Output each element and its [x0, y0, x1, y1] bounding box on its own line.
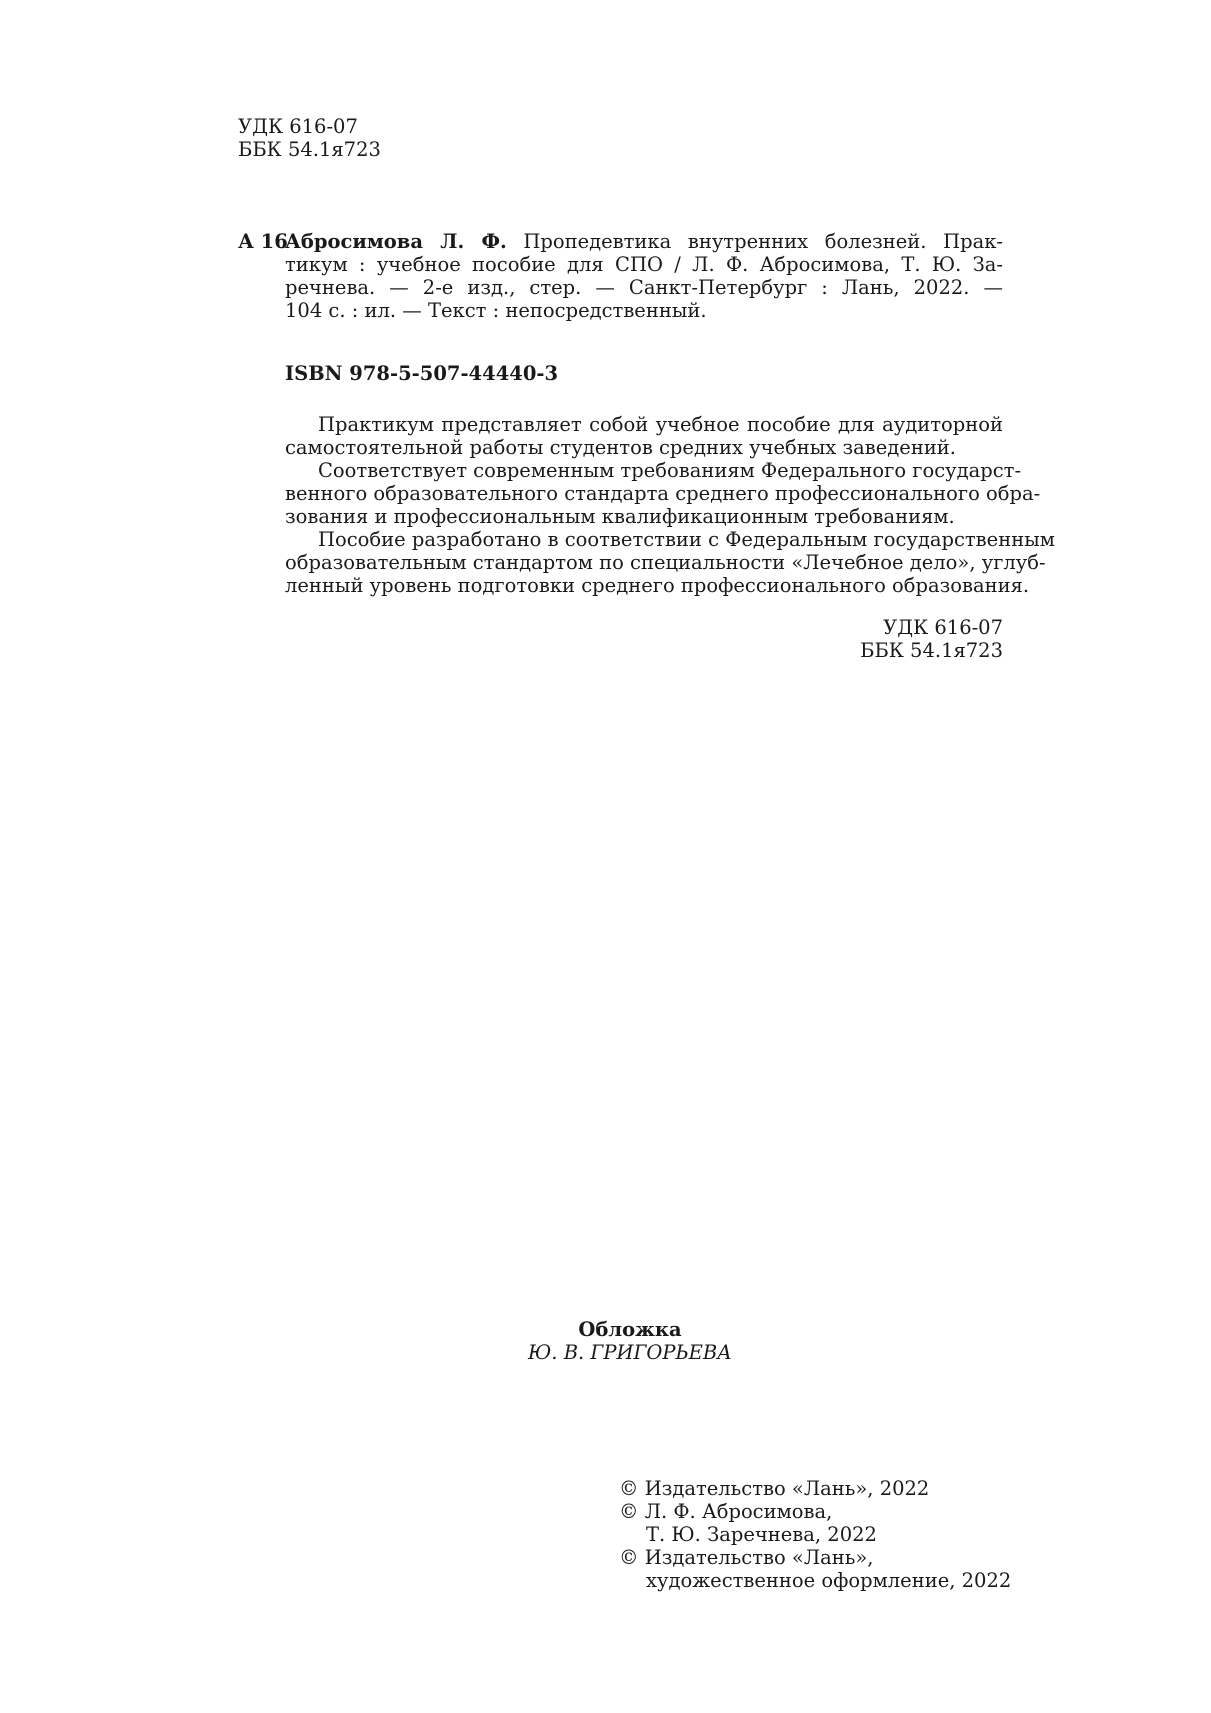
title-start: Пропедевтика внутренних болезней. Прак- [506, 230, 1003, 253]
cover-credit [470, 1318, 790, 1364]
isbn: ISBN 978-5-507-44440-3 [285, 362, 559, 385]
udk-code: УДК 616-07 [238, 115, 358, 138]
copyright-block [619, 1477, 1019, 1592]
biblio-line-1 [285, 230, 1003, 253]
udk-code: УДК 616-07 [883, 616, 1003, 639]
cover-designer: Ю. В. ГРИГОРЬЕВА [528, 1341, 732, 1364]
biblio-line-2: тикум : учебное пособие для СПО / Л. Ф. Абросимова, Т. Ю. За- [285, 253, 1003, 276]
biblio-line-4: 104 с. : ил. — Текст : непосредственный. [285, 299, 707, 322]
annotation-line: Пособие разработано в соответствии с Федеральным государственным [318, 528, 1055, 551]
bbk-code: ББК 54.1я723 [238, 138, 381, 161]
author-name: Абросимова Л. Ф. [285, 230, 507, 253]
cover-label: Обложка [578, 1318, 682, 1341]
bottom-classification-codes [745, 616, 1003, 662]
copyright-line: © Издательство «Лань», 2022 [619, 1477, 930, 1500]
annotation-line: зования и профессиональным квалификационным требованиям. [285, 505, 955, 528]
top-classification-codes [238, 115, 538, 161]
author-mark: А 16 [238, 230, 288, 253]
bibliographic-record [285, 230, 1003, 322]
annotation-line: Соответствует современным требованиям Федерального государст- [318, 459, 1022, 482]
copyright-line: художественное оформление, 2022 [646, 1569, 1012, 1592]
annotation-line: ленный уровень подготовки среднего профессионального образования. [285, 574, 1030, 597]
copyright-line: © Издательство «Лань», [619, 1546, 874, 1569]
bbk-code: ББК 54.1я723 [860, 639, 1003, 662]
annotation-line: самостоятельной работы студентов средних учебных заведений. [285, 436, 957, 459]
annotation-line: Практикум представляет собой учебное пособие для аудиторной [318, 413, 1003, 436]
copyright-line: © Л. Ф. Абросимова, [619, 1500, 833, 1523]
biblio-line-3: речнева. — 2-е изд., стер. — Санкт-Петербург : Лань, 2022. — [285, 276, 1003, 299]
annotation [285, 413, 1055, 597]
annotation-line: венного образовательного стандарта среднего профессионального обра- [285, 482, 1041, 505]
annotation-line: образовательным стандартом по специальности «Лечебное дело», углуб- [285, 551, 1046, 574]
copyright-line: Т. Ю. Заречнева, 2022 [646, 1523, 877, 1546]
